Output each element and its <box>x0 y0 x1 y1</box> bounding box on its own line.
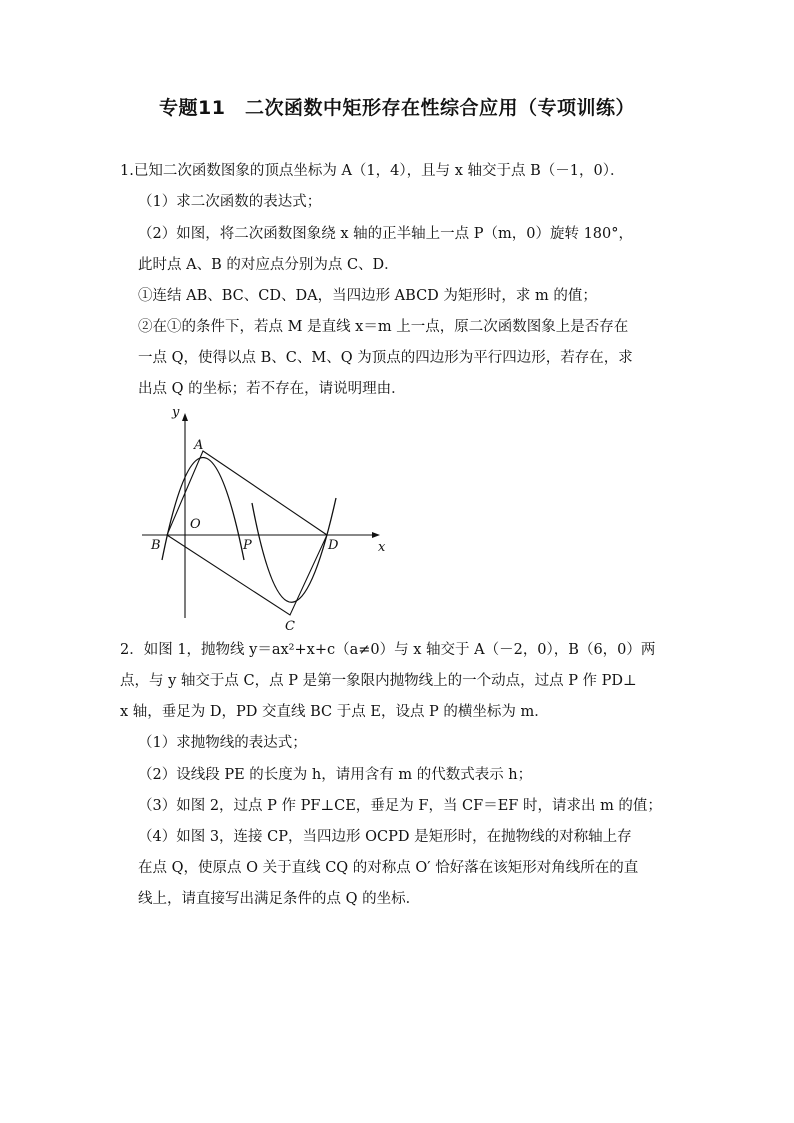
original-parabola <box>162 458 244 561</box>
rotated-parabola <box>252 498 336 602</box>
problem-2-line: （1）求抛物线的表达式； <box>138 735 307 751</box>
x-axis-arrow-icon <box>372 532 380 538</box>
problem-2-line: （4）如图 3，连接 CP，当四边形 OCPD 是矩形时，在抛物线的对称轴上存 <box>138 829 632 845</box>
label-p: P <box>243 538 252 553</box>
problem-1-line: 1.已知二次函数图象的顶点坐标为 A（1，4），且与 x 轴交于点 B（－1，0）． <box>120 163 625 179</box>
problem-2-line: 点，与 y 轴交于点 C，点 P 是第一象限内抛物线上的一个动点，过点 P 作 PD⊥ <box>120 673 637 689</box>
problem-2-line: （3）如图 2，过点 P 作 PF⊥CE，垂足为 F，当 CF＝EF 时，请求出 m 的值； <box>138 798 662 814</box>
problem-1-line: （2）如图，将二次函数图象绕 x 轴的正半轴上一点 P（m，0）旋转 180°， <box>138 226 633 242</box>
label-y: y <box>172 405 180 420</box>
problem-1-line: ①连结 AB、BC、CD、DA，当四边形 ABCD 为矩形时，求 m 的值； <box>138 288 597 304</box>
problem-1-line: ②在①的条件下，若点 M 是直线 x＝m 上一点，原二次函数图象上是否存在 <box>138 319 629 335</box>
label-c: C <box>285 619 295 634</box>
problem-1-line: （1）求二次函数的表达式； <box>138 194 322 210</box>
problem-2-line: 2．如图 1，抛物线 y＝ax²+x+c（a≠0）与 x 轴交于 A（－2，0），B（6，0）两 <box>120 642 656 658</box>
problem-2-line: 线上，请直接写出满足条件的点 Q 的坐标． <box>138 891 421 907</box>
label-a: A <box>194 438 204 453</box>
problem-2-line: 在点 Q，使原点 O 关于直线 CQ 的对称点 O′ 恰好落在该矩形对角线所在的直 <box>138 860 639 876</box>
problem-1-line: 此时点 A、B 的对应点分别为点 C、D． <box>138 257 399 273</box>
label-d: D <box>328 538 339 553</box>
problem-1-line: 一点 Q，使得以点 B、C、M、Q 为顶点的四边形为平行四边形，若存在，求 <box>138 350 633 366</box>
problem-2-line: （2）设线段 PE 的长度为 h，请用含有 m 的代数式表示 h； <box>138 767 533 783</box>
problem-1-line: 出点 Q 的坐标；若不存在，请说明理由． <box>138 381 406 397</box>
label-x: x <box>378 540 386 555</box>
problem-2-line: x 轴，垂足为 D，PD 交直线 BC 于点 E，设点 P 的横坐标为 m． <box>120 704 549 720</box>
rectangle-abcd <box>167 451 327 615</box>
page-title: 专题11 二次函数中矩形存在性综合应用（专项训练） <box>159 97 635 119</box>
label-b: B <box>151 538 161 553</box>
label-o: O <box>190 517 201 532</box>
y-axis-arrow-icon <box>182 413 188 421</box>
